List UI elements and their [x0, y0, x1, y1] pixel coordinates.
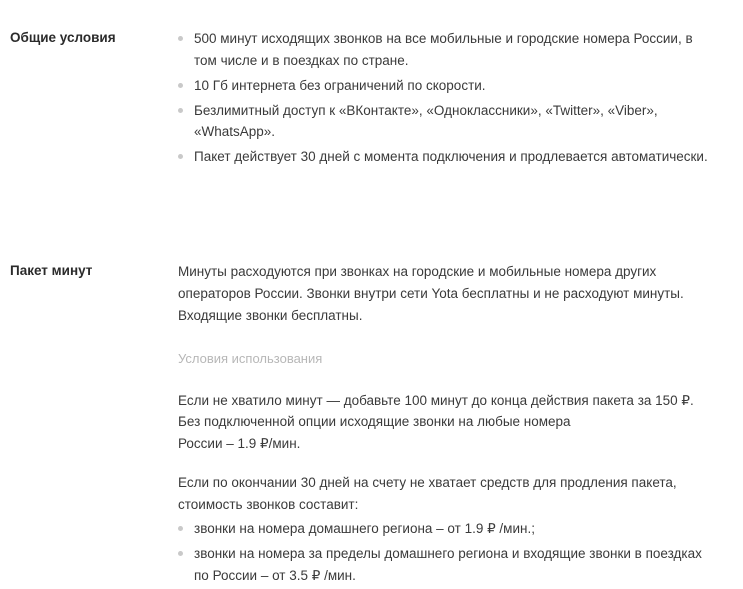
extra-minutes-line-3: России – 1.9 ₽/мин. [178, 436, 301, 452]
section-title-general-conditions: Общие условия [10, 30, 116, 45]
general-conditions-list [178, 28, 719, 168]
bullet-dot-icon [178, 108, 183, 113]
section-minutes-package [0, 171, 743, 589]
insufficient-funds-line-1: Если по окончании 30 дней на счету не хватает средств для продления пакета, [178, 475, 677, 491]
list-item-text: 10 Гб интернета без ограничений по скорости. [194, 77, 486, 93]
list-item-text: 500 минут исходящих звонков на все мобильные и городские номера России, в том числе и в поездках по стране. [194, 31, 693, 68]
bullet-dot-icon [178, 526, 183, 531]
list-item-text: Пакет действует 30 дней с момента подключения и продлевается автоматически. [194, 149, 708, 165]
list-item [178, 543, 719, 587]
section-body-general-conditions [178, 28, 743, 171]
extra-minutes-line-1: Если не хватило минут — добавьте 100 минут до конца действия пакета за 150 ₽. [178, 392, 694, 408]
insufficient-funds-paragraph [178, 472, 719, 516]
section-title-minutes-package: Пакет минут [10, 263, 93, 279]
section-body-minutes-package [178, 261, 743, 589]
list-item [178, 28, 719, 72]
extra-minutes-paragraph [178, 390, 719, 456]
list-item-text: Безлимитный доступ к «ВКонтакте», «Одноклассники», «Twitter», «Viber», «WhatsApp». [194, 102, 658, 140]
list-item [178, 146, 719, 168]
call-price-list [178, 518, 719, 587]
bullet-dot-icon [178, 154, 183, 159]
list-item [178, 75, 719, 97]
list-item [178, 100, 719, 144]
list-item-text: звонки на номера за пределы домашнего региона и входящие звонки в поездках по России – от 3.5 ₽ /мин. [194, 545, 702, 583]
minutes-description-paragraph: Минуты расходуются при звонках на городские и мобильные номера других операторов России. Звонки внутри сети Yota бесплатны и не расходуют минуты. Входящие звонки бесплатны. [178, 264, 684, 323]
bullet-dot-icon [178, 551, 183, 556]
bullet-dot-icon [178, 83, 183, 88]
list-item [178, 518, 719, 540]
bullet-dot-icon [178, 36, 183, 41]
list-item-text: звонки на номера домашнего региона – от 1.9 ₽ /мин.; [194, 520, 535, 536]
usage-conditions-subheading: Условия использования [178, 350, 323, 366]
extra-minutes-line-2: Без подключенной опции исходящие звонки на любые номера [178, 414, 571, 430]
insufficient-funds-line-2: стоимость звонков составит: [178, 496, 359, 512]
section-general-conditions [0, 0, 743, 171]
